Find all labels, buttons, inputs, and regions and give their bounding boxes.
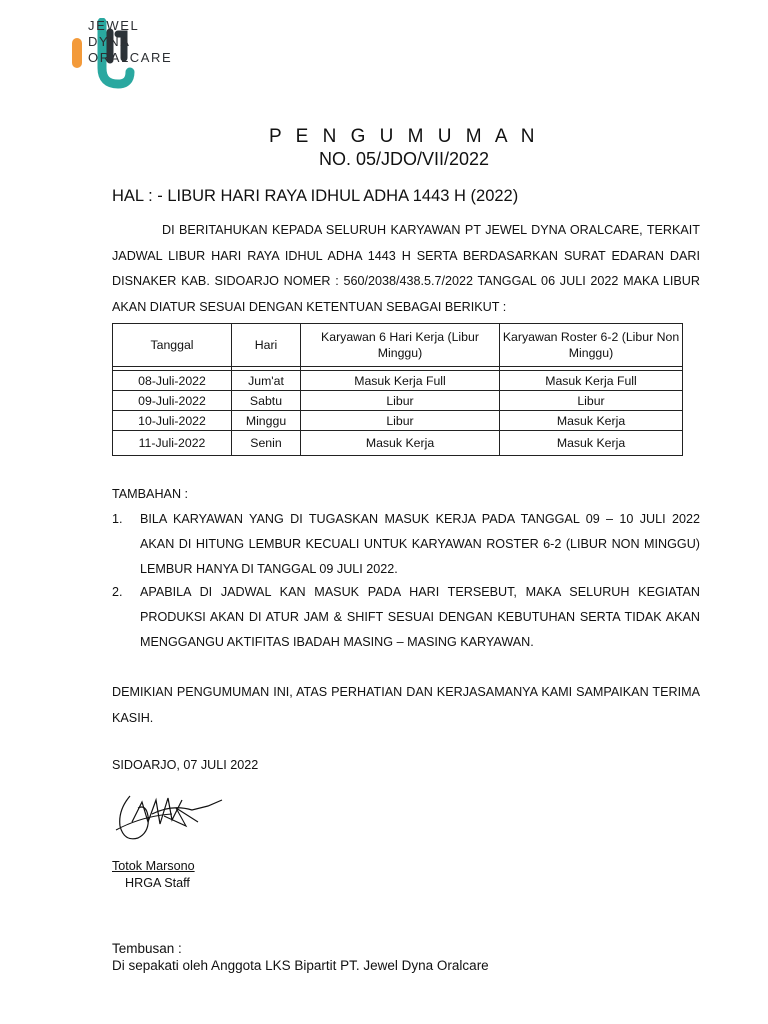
logo-line-1: JEWEL xyxy=(88,18,140,33)
cell-roster: Libur xyxy=(500,391,683,411)
list-number: 1. xyxy=(112,512,123,526)
intro-paragraph xyxy=(112,218,700,320)
table-row xyxy=(113,391,683,411)
cell-roster: Masuk Kerja Full xyxy=(500,371,683,391)
cell-six-day: Libur xyxy=(301,391,500,411)
signature-icon xyxy=(112,786,232,848)
logo-line-2: DYNA xyxy=(88,34,131,49)
cell-roster: Masuk Kerja xyxy=(500,431,683,456)
subject-line: HAL : - LIBUR HARI RAYA IDHUL ADHA 1443 H (2022) xyxy=(112,187,519,205)
cell-date: 08-Juli-2022 xyxy=(113,371,232,391)
cell-six-day: Libur xyxy=(301,411,500,431)
list-text: BILA KARYAWAN YANG DI TUGASKAN MASUK KERJA PADA TANGGAL 09 – 10 JULI 2022 AKAN DI HITUNG LEMBUR KECUALI UNTUK KARYAWAN ROSTER 6-2 (LIBUR NON MINGGU) LEMBUR HANYA DI TANGGAL 09 JULI 2022. xyxy=(140,512,700,576)
cell-day: Senin xyxy=(232,431,301,456)
header-karyawan-roster: Karyawan Roster 6-2 (Libur Non Minggu) xyxy=(500,324,683,367)
list-text: APABILA DI JADWAL KAN MASUK PADA HARI TERSEBUT, MAKA SELURUH KEGIATAN PRODUKSI AKAN DI ATUR JAM & SHIFT SESUAI DENGAN KEBUTUHAN SERTA TIDAK AKAN MENGGANGU AKTIFITAS IBADAH MASING – MASING KARYAWAN. xyxy=(140,585,700,649)
header-tanggal: Tanggal xyxy=(113,324,232,367)
cell-date: 09-Juli-2022 xyxy=(113,391,232,411)
table-row xyxy=(113,371,683,391)
table-row xyxy=(113,431,683,456)
holiday-schedule-table xyxy=(112,323,683,456)
list-item xyxy=(112,580,700,655)
table-row xyxy=(113,411,683,431)
closing-paragraph: DEMIKIAN PENGUMUMAN INI, ATAS PERHATIAN DAN KERJASAMANYA KAMI SAMPAIKAN TERIMA KASIH. xyxy=(112,685,700,725)
document-number: NO. 05/JDO/VII/2022 xyxy=(318,149,490,169)
tambahan-label: TAMBAHAN : xyxy=(112,487,189,501)
header-karyawan-6-hari: Karyawan 6 Hari Kerja (Libur Minggu) xyxy=(301,324,500,367)
place-date: SIDOARJO, 07 JULI 2022 xyxy=(112,758,259,772)
cell-date: 11-Juli-2022 xyxy=(113,431,232,456)
list-item xyxy=(112,507,700,582)
signer-name: Totok Marsono xyxy=(112,859,195,873)
table-header-row xyxy=(113,324,683,367)
cell-date: 10-Juli-2022 xyxy=(113,411,232,431)
document-title: P E N G U M U M A N xyxy=(269,126,539,147)
cell-six-day: Masuk Kerja xyxy=(301,431,500,456)
cell-day: Jum'at xyxy=(232,371,301,391)
cell-roster: Masuk Kerja xyxy=(500,411,683,431)
header-hari: Hari xyxy=(232,324,301,367)
logo-wordmark xyxy=(88,18,172,66)
cell-day: Sabtu xyxy=(232,391,301,411)
cell-six-day: Masuk Kerja Full xyxy=(301,371,500,391)
tembusan-text: Di sepakati oleh Anggota LKS Bipartit PT. Jewel Dyna Oralcare xyxy=(112,958,489,973)
logo-line-3: ORALCARE xyxy=(88,50,173,65)
cell-day: Minggu xyxy=(232,411,301,431)
intro-text: DI BERITAHUKAN KEPADA SELURUH KARYAWAN PT JEWEL DYNA ORALCARE, TERKAIT JADWAL LIBUR HARI RAYA IDHUL ADHA 1443 H SERTA BERDASARKAN SURAT EDARAN DARI DISNAKER KAB. SIDOARJO NOMER : 560/2038/438.5.7/2022 TANGGAL 06 JULI 2022 MAKA LIBUR AKAN DIATUR SESUAI DENGAN KETENTUAN SEBAGAI BERIKUT : xyxy=(112,223,700,314)
list-number: 2. xyxy=(112,585,123,599)
tembusan-label: Tembusan : xyxy=(112,941,182,956)
signer-role: HRGA Staff xyxy=(125,876,190,890)
